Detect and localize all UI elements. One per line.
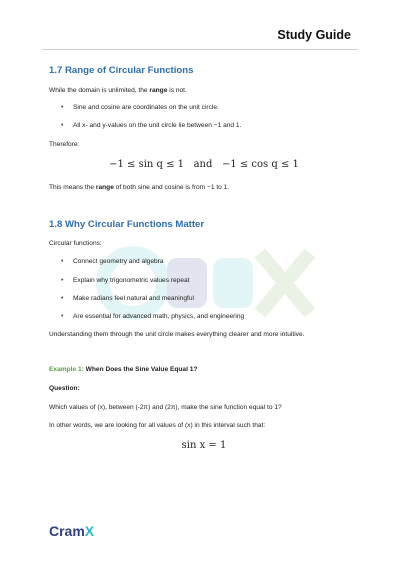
example-title: When Does the Sine Value Equal 1? [85, 366, 198, 373]
section2-intro: Circular functions: [49, 240, 102, 247]
question-label [49, 385, 80, 392]
bold-text: Question: [49, 385, 80, 392]
section-heading-why-matter: 1.8 Why Circular Functions Matter [49, 219, 205, 230]
logo-text-cram: Cram [49, 523, 85, 539]
list-item-text: Are essential for advanced math, physics, and engineering [73, 313, 245, 320]
list-item [61, 295, 194, 302]
list-item-text: Make radians feel natural and meaningful [73, 295, 194, 302]
therefore-text: Therefore: [49, 141, 80, 148]
cramx-logo [49, 523, 94, 539]
text: is not. [167, 87, 187, 94]
section1-conclusion [49, 184, 229, 191]
example-heading [49, 366, 197, 373]
list-item-text: Connect geometry and algebra [73, 258, 164, 265]
text: While the domain is unlimited, the [49, 87, 150, 94]
header-divider [42, 49, 358, 50]
bullet-dot: • [61, 104, 64, 111]
list-item-text: Sine and cosine are coordinates on the unit circle. [73, 104, 219, 111]
bullet-dot: • [61, 295, 64, 302]
sine-inequality: −1 ≤ sin q ≤ 1 [109, 159, 185, 170]
cosine-inequality: −1 ≤ cos q ≤ 1 [221, 159, 299, 170]
list-item-text: Explain why trigonometric values repeat [73, 277, 190, 284]
followup-text: In other words, we are looking for all values of (x) in this interval such that: [49, 422, 266, 429]
list-item [61, 277, 190, 284]
list-item [61, 104, 219, 111]
list-item [61, 122, 241, 129]
range-inequality [49, 159, 359, 170]
math-and: and [193, 159, 213, 170]
list-item [61, 313, 244, 320]
bullet-dot: • [61, 313, 64, 320]
question-text: Which values of (x), between (-2π) and (2π), make the sine function equal to 1? [49, 404, 282, 411]
section-heading-range: 1.7 Range of Circular Functions [49, 65, 194, 76]
example-label: Example 1: [49, 366, 84, 373]
page-header-title: Study Guide [277, 28, 351, 42]
bullet-dot: • [61, 277, 64, 284]
bold-text: range [95, 184, 114, 191]
list-item [61, 258, 164, 265]
bullet-dot: • [61, 258, 64, 265]
text: of both sine and cosine is from −1 to 1. [113, 184, 230, 191]
section1-intro [49, 87, 187, 94]
list-item-text: All x- and y-values on the unit circle lie between −1 and 1. [73, 122, 242, 129]
bullet-dot: • [61, 122, 64, 129]
logo-text-x: X [84, 523, 95, 539]
section2-conclusion: Understanding them through the unit circle makes everything clearer and more intuitive. [49, 331, 305, 338]
sine-equation: sin x = 1 [181, 440, 227, 451]
text: This means the [49, 184, 96, 191]
bold-text: range [149, 87, 168, 94]
